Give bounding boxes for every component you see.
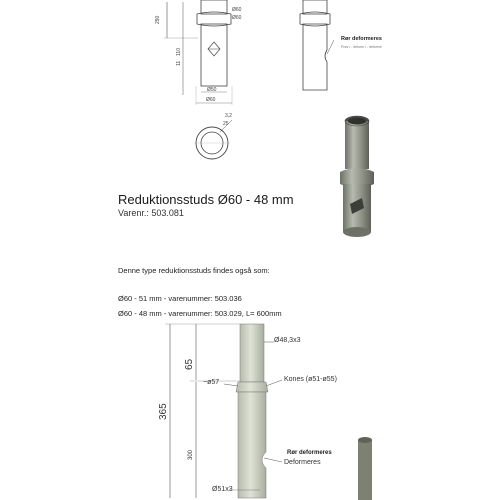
product-title: Reduktionsstuds Ø60 - 48 mm <box>118 192 294 207</box>
dia-60-bottom: Ø60 <box>206 97 216 103</box>
dim-25: 25 <box>223 121 229 127</box>
top-side-drawing <box>290 0 350 100</box>
dia-48-3: Ø48,3x3 <box>274 337 301 344</box>
dim-365: 365 <box>158 403 169 420</box>
dia-57: ~ø57 <box>203 379 220 386</box>
cross-section-drawing <box>190 118 250 168</box>
dim-300: 300 <box>188 449 194 460</box>
variant-1: Ø60 - 51 mm - varenummer: 503.036 <box>118 294 242 303</box>
dim-3-2: 3,2 <box>225 113 232 119</box>
deform-label-bold: Rør deformeres <box>287 450 332 456</box>
bottom-drawing <box>160 320 400 500</box>
deform-label: Deformeres <box>284 459 321 466</box>
dia-60-top: Ø60 <box>232 7 242 13</box>
dia-50: Ø50 <box>207 87 217 93</box>
dim-11: 11 <box>176 60 182 66</box>
side-label-bold: Rør deformeres <box>341 36 382 42</box>
dim-290: 290 <box>155 15 161 24</box>
intro-text: Denne type reduktionsstuds findes også som: <box>118 266 270 275</box>
top-front-drawing <box>150 0 260 110</box>
variant-2: Ø60 - 48 mm - varenummer: 503.029, L= 600mm <box>118 309 282 318</box>
product-3d-image <box>330 112 385 242</box>
dim-110: 110 <box>176 48 182 56</box>
dia-51: Ø51x3 <box>212 486 233 493</box>
side-label-small: Prøv i - deform i - deforme <box>341 45 382 49</box>
item-number: Varenr.: 503.081 <box>118 208 184 218</box>
dim-65: 65 <box>184 358 195 370</box>
dia-60-top2: Ø60 <box>232 15 242 21</box>
kones-label: Kones (ø51-ø55) <box>284 376 337 383</box>
